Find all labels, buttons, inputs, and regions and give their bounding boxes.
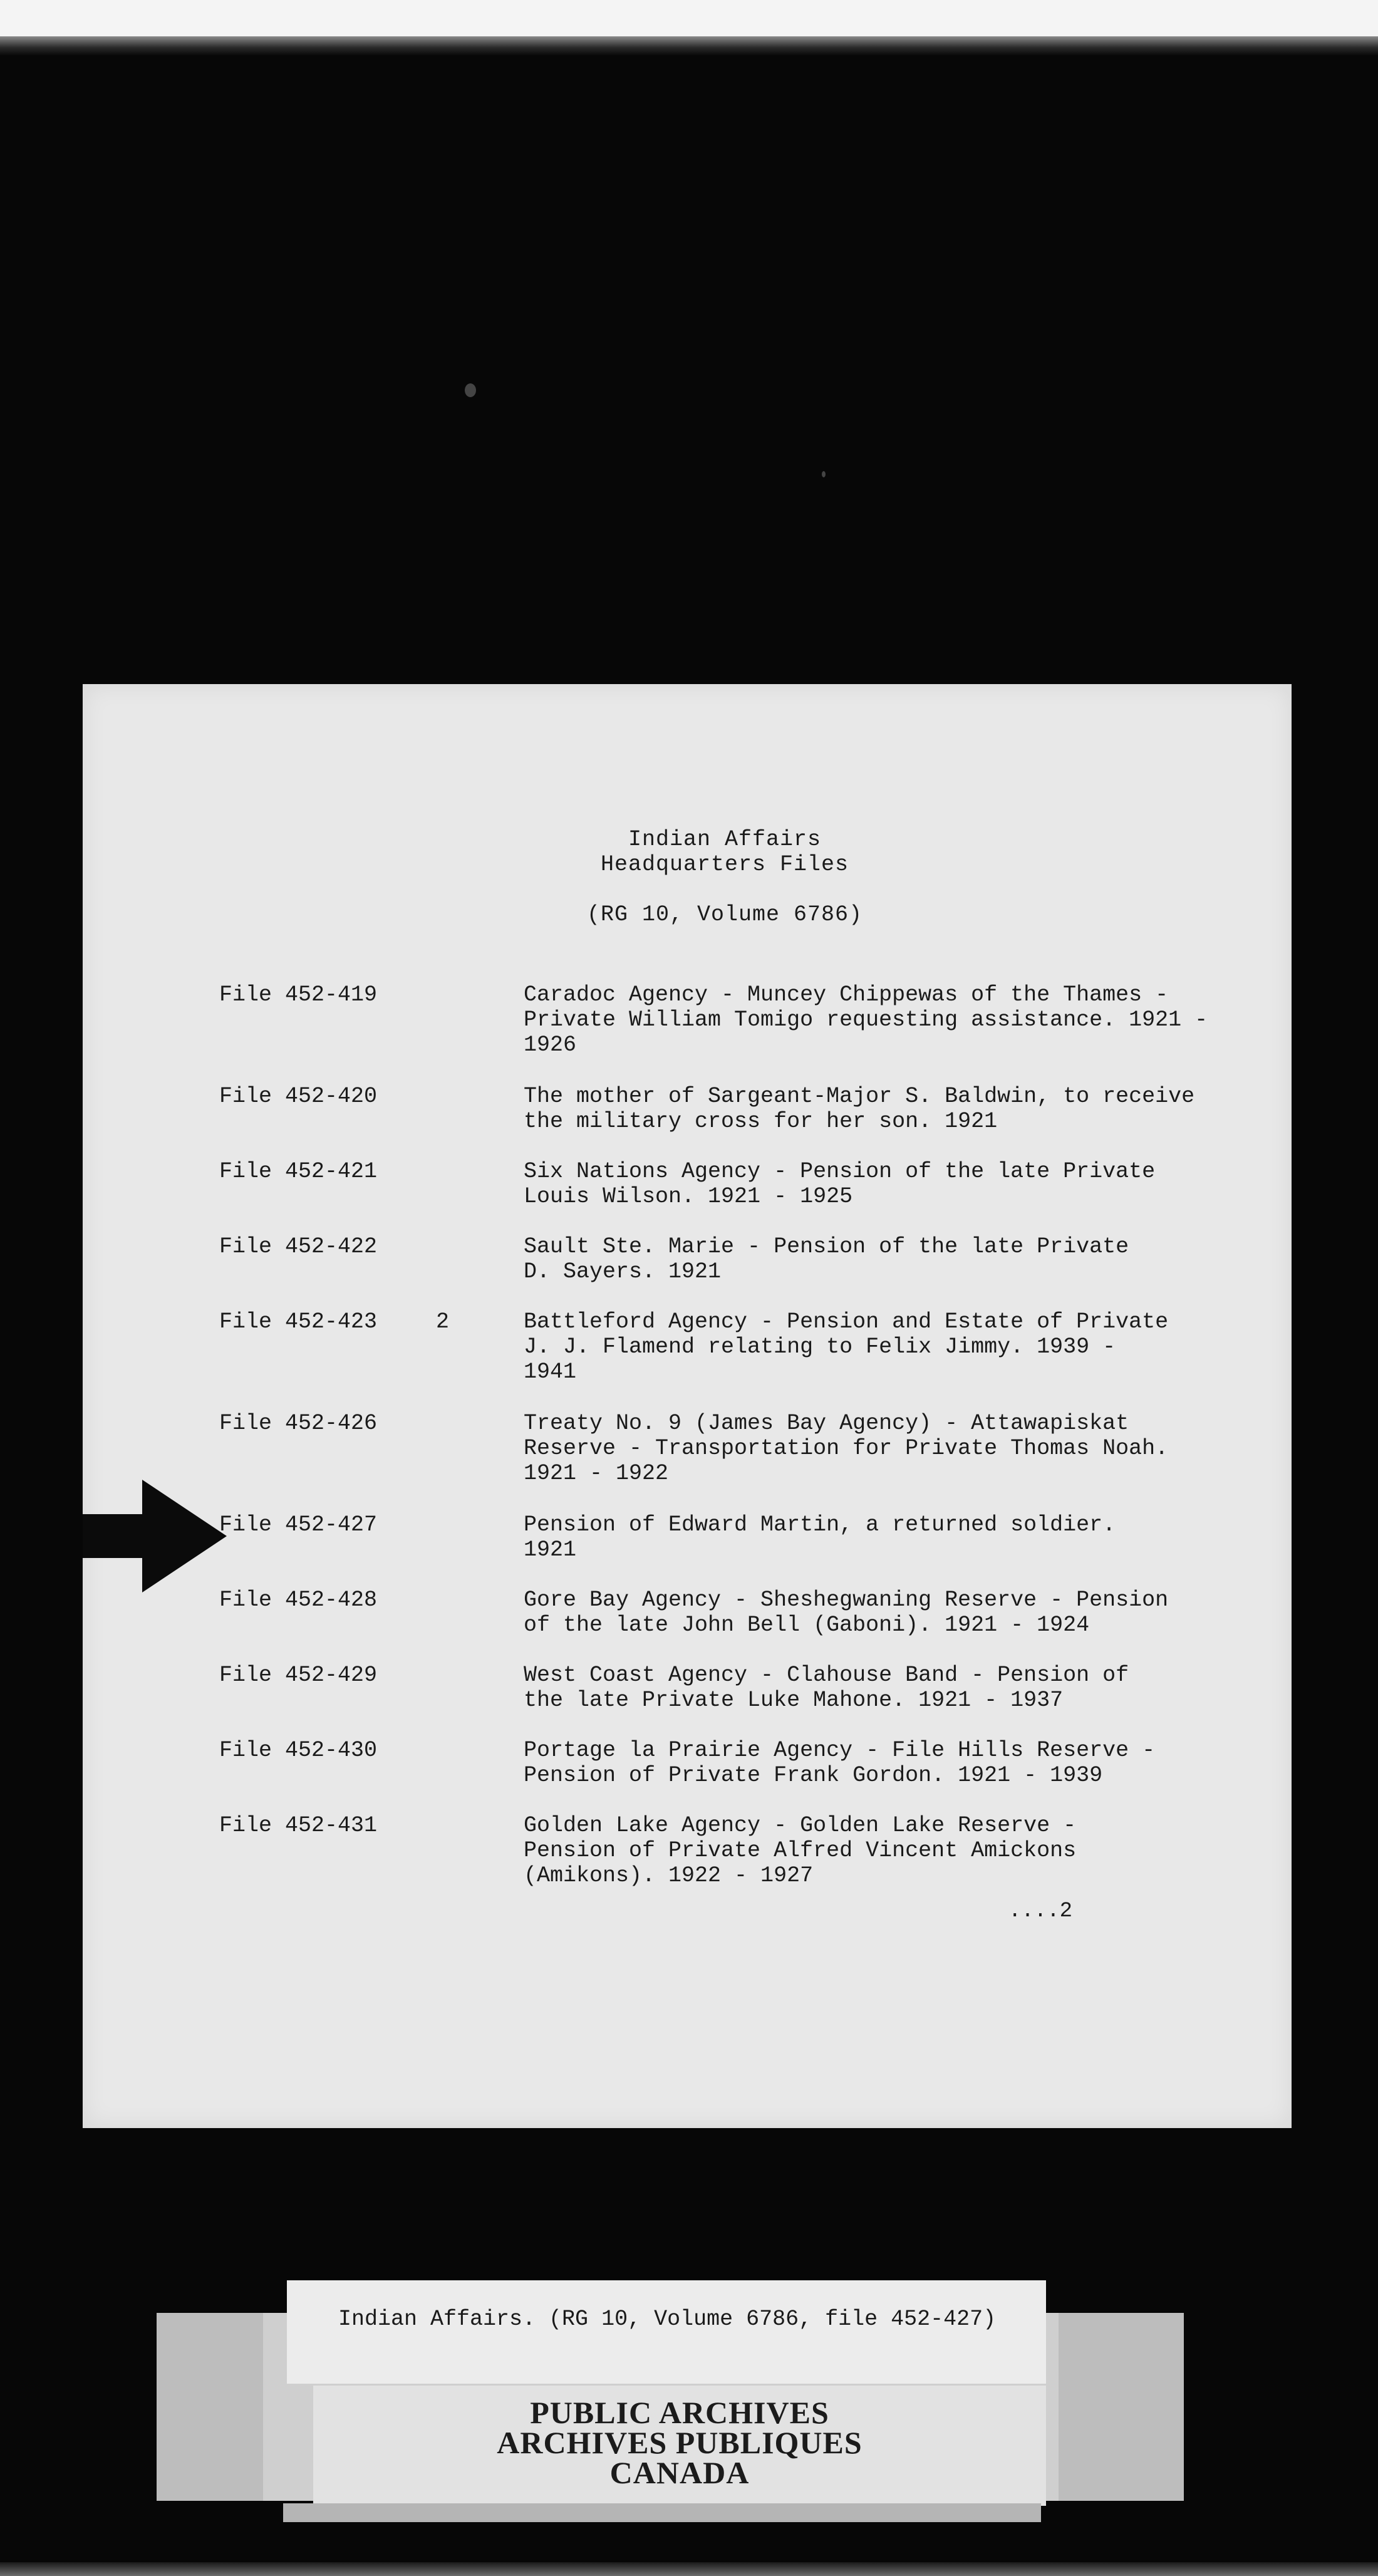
file-description bbox=[524, 1309, 1200, 1384]
file-description bbox=[524, 1512, 1200, 1562]
file-description-line: Sault Ste. Marie - Pension of the late Private bbox=[524, 1234, 1129, 1259]
file-description-line: 1921 - 1922 bbox=[524, 1461, 669, 1486]
file-description-line: Portage la Prairie Agency - File Hills Reserve - bbox=[524, 1738, 1156, 1763]
file-description bbox=[524, 1411, 1200, 1486]
file-description-line: Caradoc Agency - Muncey Chippewas of the Thames - bbox=[524, 982, 1169, 1007]
stamp-frame-left bbox=[157, 2313, 263, 2501]
pointer-arrow-icon bbox=[83, 1480, 227, 1592]
file-description bbox=[524, 1663, 1200, 1713]
file-description-line: Gore Bay Agency - Sheshegwaning Reserve - Pension bbox=[524, 1587, 1169, 1613]
file-number: File 452-426 bbox=[219, 1411, 378, 1436]
file-description-line: Private William Tomigo requesting assistance. 1921 - bbox=[524, 1007, 1208, 1032]
file-description-line: West Coast Agency - Clahouse Band - Pension of bbox=[524, 1663, 1129, 1688]
file-description-line: 1921 bbox=[524, 1537, 577, 1562]
file-description-line: of the late John Bell (Gaboni). 1921 - 1924 bbox=[524, 1613, 1090, 1638]
file-description-line: Pension of Private Frank Gordon. 1921 - 1939 bbox=[524, 1763, 1103, 1788]
file-description-line: D. Sayers. 1921 bbox=[524, 1259, 722, 1284]
file-description bbox=[524, 1587, 1200, 1638]
film-bottom-edge bbox=[0, 2562, 1378, 2576]
film-edge bbox=[0, 36, 1378, 55]
file-description bbox=[524, 1159, 1200, 1209]
file-description-line: Pension of Private Alfred Vincent Amickons bbox=[524, 1838, 1077, 1863]
file-description-line: the military cross for her son. 1921 bbox=[524, 1109, 998, 1134]
file-description-line: The mother of Sargeant-Major S. Baldwin, to receive bbox=[524, 1084, 1195, 1109]
file-description bbox=[524, 982, 1208, 1057]
file-description bbox=[524, 1234, 1200, 1284]
file-number: File 452-420 bbox=[219, 1084, 378, 1109]
film-speck bbox=[465, 383, 476, 397]
file-mark: 2 bbox=[436, 1309, 450, 1334]
header-subtitle: Headquarters Files bbox=[600, 852, 849, 877]
file-number: File 452-427 bbox=[219, 1512, 378, 1537]
file-number: File 452-431 bbox=[219, 1813, 378, 1838]
stamp-line-archives-publiques: ARCHIVES PUBLIQUES bbox=[497, 2425, 863, 2460]
citation-text: Indian Affairs. (RG 10, Volume 6786, file 452-427) bbox=[338, 2307, 997, 2332]
citation-label bbox=[287, 2280, 1046, 2384]
file-description-line: the late Private Luke Mahone. 1921 - 1937 bbox=[524, 1688, 1064, 1713]
file-number: File 452-419 bbox=[219, 982, 378, 1007]
stamp-frame-right bbox=[1059, 2313, 1184, 2501]
file-number: File 452-429 bbox=[219, 1663, 378, 1688]
file-number: File 452-422 bbox=[219, 1234, 378, 1259]
file-description-line: 1926 bbox=[524, 1032, 577, 1057]
film-top-margin bbox=[0, 0, 1378, 36]
file-description-line: J. J. Flamend relating to Felix Jimmy. 1939 - bbox=[524, 1334, 1116, 1359]
film-speck bbox=[822, 471, 826, 477]
file-number: File 452-423 bbox=[219, 1309, 378, 1334]
file-description-line: Treaty No. 9 (James Bay Agency) - Attawapiskat bbox=[524, 1411, 1129, 1436]
file-number: File 452-421 bbox=[219, 1159, 378, 1184]
file-description-line: (Amikons). 1922 - 1927 bbox=[524, 1863, 814, 1888]
stamp-bottom-strip bbox=[283, 2503, 1041, 2522]
file-description-line: 1941 bbox=[524, 1359, 577, 1384]
file-description-line: Six Nations Agency - Pension of the late Private bbox=[524, 1159, 1156, 1184]
file-description-line: Battleford Agency - Pension and Estate of Private bbox=[524, 1309, 1169, 1334]
file-description bbox=[524, 1084, 1200, 1134]
file-description-line: Reserve - Transportation for Private Thomas Noah. bbox=[524, 1436, 1169, 1461]
file-description-line: Golden Lake Agency - Golden Lake Reserve - bbox=[524, 1813, 1077, 1838]
page-continuation: ....2 bbox=[1008, 1899, 1073, 1923]
file-description bbox=[524, 1738, 1200, 1788]
file-description bbox=[524, 1813, 1200, 1888]
stamp-line-canada: CANADA bbox=[609, 2455, 750, 2490]
stamp-line-public-archives: PUBLIC ARCHIVES bbox=[530, 2395, 829, 2430]
file-number: File 452-430 bbox=[219, 1738, 378, 1763]
file-number: File 452-428 bbox=[219, 1587, 378, 1613]
document-page bbox=[83, 684, 1292, 2128]
file-description-line: Pension of Edward Martin, a returned soldier. bbox=[524, 1512, 1116, 1537]
header-volume: (RG 10, Volume 6786) bbox=[586, 902, 863, 927]
file-description-line: Louis Wilson. 1921 - 1925 bbox=[524, 1184, 853, 1209]
header-title: Indian Affairs bbox=[628, 827, 822, 852]
